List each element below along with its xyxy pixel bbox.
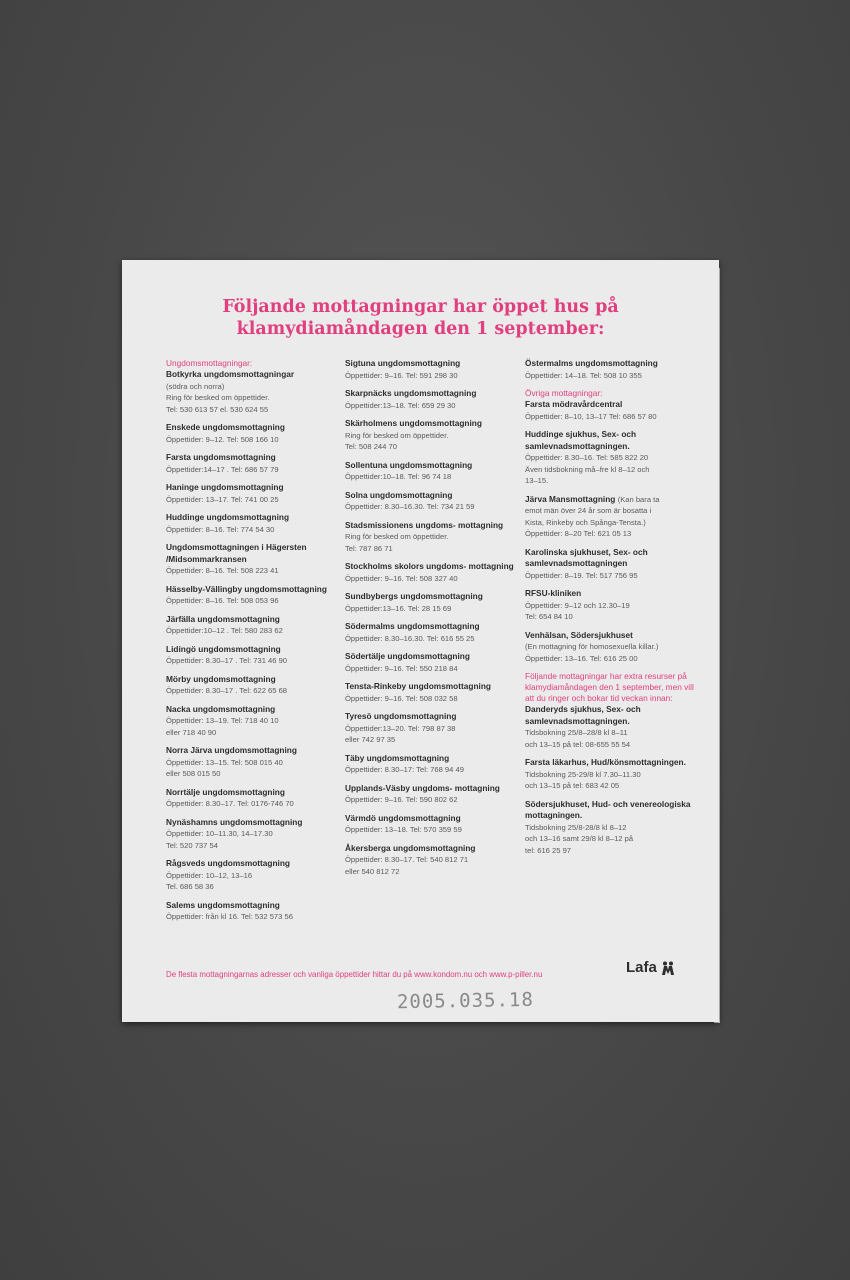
clinic-detail-line: Öppettider:13–16. Tel: 28 15 69: [345, 603, 452, 613]
clinic-entry: [345, 711, 517, 746]
clinic-entry: [525, 358, 695, 381]
clinic-entry: [166, 644, 338, 667]
clinic-entry: [525, 630, 695, 665]
clinic-name: [345, 621, 517, 633]
logo-text: Lafa: [626, 959, 657, 976]
clinic-name: [345, 591, 517, 603]
clinic-detail-line: Öppettider:10–18. Tel: 96 74 18: [345, 472, 452, 481]
clinic-name-text: Täby ungdomsmottagning: [345, 752, 450, 763]
clinic-detail-line: Öppettider: 8.30–16.30. Tel: 616 55 25: [345, 633, 475, 643]
brochure-title: [122, 296, 719, 340]
clinic-detail-line: Ring för besked om öppettider.: [345, 532, 449, 541]
clinic-name: [525, 358, 695, 370]
clinic-name-text: Norra Järva ungdomsmottagning: [166, 745, 297, 755]
clinic-name-text: Sollentuna ungdomsmottagning: [345, 459, 473, 470]
clinic-detail-line: Öppettider: från kl 16. Tel: 532 573 56: [166, 912, 293, 921]
clinic-detail-line: Öppettider: 8.30–17 . Tel: 731 46 90: [166, 656, 288, 665]
clinic-name: [345, 783, 517, 795]
clinic-name: [166, 704, 338, 716]
clinic-detail-line: Öppettider: 14–18. Tel: 508 10 355: [525, 370, 642, 380]
clinic-entry: [166, 482, 338, 505]
clinic-detail-line: emot män över 24 år som är bosatta i: [525, 506, 652, 515]
clinic-entry: [166, 614, 338, 637]
clinic-detail-line: Öppettider: 8–19. Tel: 517 756 95: [525, 570, 638, 580]
clinic-name: [525, 494, 695, 506]
clinic-detail-line: Tidsbokning 25/8–28/8 kl 8–11: [525, 728, 628, 737]
clinic-name: [166, 369, 338, 381]
clinic-detail-line: Öppettider: 13–17. Tel: 741 00 25: [166, 494, 279, 504]
lafa-logo: [626, 959, 676, 976]
clinic-name: [525, 429, 695, 452]
clinic-name-text: Karolinska sjukhuset, Sex- och samlevnadsmottagningen: [525, 546, 648, 568]
clinic-entry: [345, 520, 517, 555]
clinic-detail-line: Öppettider: 8.30–16.30. Tel: 734 21 59: [345, 502, 475, 511]
clinic-name-text: Tyresö ungdomsmottagning: [345, 711, 457, 721]
brochure-card: [122, 260, 719, 1022]
clinic-detail-line: Tel: 508 244 70: [345, 442, 397, 451]
clinic-name: [166, 900, 338, 912]
clinic-entry: [345, 681, 517, 704]
clinic-entry: [166, 787, 338, 810]
clinic-entry: [166, 858, 338, 893]
figures-icon: [660, 961, 676, 975]
clinic-entry: [345, 490, 517, 513]
clinic-name-text: Järfälla ungdomsmottagning: [166, 613, 280, 624]
clinic-entry: [525, 799, 695, 857]
clinic-name: [166, 817, 338, 829]
clinic-detail-line: Öppettider: 9–16. Tel: 508 032 58: [345, 693, 458, 703]
clinic-entry: [345, 843, 517, 878]
clinic-name: [166, 422, 338, 434]
clinic-detail-line: Öppettider: 10–12, 13–16: [166, 870, 253, 880]
clinic-detail-line: Öppettider: 9–16. Tel: 591 298 30: [345, 370, 458, 380]
clinic-detail-line: (södra och norra): [166, 381, 225, 391]
clinic-name: [166, 787, 338, 799]
clinic-entry: [166, 745, 338, 780]
clinic-name: [166, 512, 338, 524]
clinic-name-text: Åkersberga ungdomsmottagning: [345, 842, 476, 853]
section-heading: Ungdomsmottagningar:: [166, 358, 253, 368]
clinic-name: [345, 358, 517, 370]
clinic-name: [525, 704, 695, 727]
clinic-entry: [345, 783, 517, 806]
clinic-entry: [345, 358, 517, 381]
clinic-detail-line: Öppettider: 9–16. Tel: 590 802 62: [345, 795, 458, 804]
clinic-detail-line: Öppettider: 8–16. Tel: 508 053 96: [166, 596, 279, 605]
clinic-name-text: Östermalms ungdomsmottagning: [525, 358, 658, 368]
clinic-detail-line: eller 540 812 72: [345, 866, 400, 876]
clinic-name-text: Lidingö ungdomsmottagning: [166, 643, 281, 654]
clinic-entry: [166, 512, 338, 535]
clinic-name-text: Nynäshamns ungdomsmottagning: [166, 816, 303, 827]
clinic-detail-line: Tel. 686 58 36: [166, 882, 214, 891]
clinic-detail-line: Ring för besked om öppettider.: [345, 430, 449, 440]
clinic-detail-line: Ring för besked om öppettider.: [166, 393, 270, 402]
clinic-name: [345, 418, 517, 430]
clinic-name: [345, 711, 517, 723]
clinic-detail-line: och 13–15 på tel: 683 42 05: [525, 781, 620, 790]
clinic-entry: [345, 651, 517, 674]
clinic-detail-line: Öppettider: 9–16. Tel: 508 327 40: [345, 573, 458, 583]
clinic-name-text: Venhälsan, Södersjukhuset: [525, 629, 633, 640]
clinic-detail-line: Öppettider:10–12 . Tel: 580 283 62: [166, 626, 283, 635]
clinic-name-text: Stadsmissionens ungdoms- mottagning: [345, 519, 504, 530]
clinic-entry: [166, 358, 338, 415]
title-line-2: klamydiamåndagen den 1 september:: [236, 319, 605, 339]
clinic-detail-line: Tidsbokning 25/8-28/8 kl 8–12: [525, 822, 627, 832]
footer-text: De flesta mottagningarnas adresser och vanliga öppettider hittar du på www.kondom.nu och www.p-piller.nu: [166, 970, 543, 979]
clinic-name-text: Mörby ungdomsmottagning: [166, 673, 276, 684]
clinic-name-text: Haninge ungdomsmottagning: [166, 482, 284, 492]
clinic-name: [345, 561, 517, 573]
clinic-name: [345, 753, 517, 765]
section-heading: Följande mottagningar har extra resurser på klamydiamåndagen den 1 september, men vill att du ringer och bokar tid veckan innan:: [525, 671, 694, 703]
clinic-name-text: Farsta ungdomsmottagning: [166, 452, 276, 462]
column-1: [166, 358, 338, 930]
clinic-detail-line: Öppettider: 9–16. Tel: 550 218 84: [345, 663, 458, 673]
clinic-detail-line: 13–15.: [525, 476, 549, 485]
clinic-detail-line: Öppettider: 8.30–16. Tel: 585 822 20: [525, 453, 649, 462]
clinic-entry: [166, 674, 338, 697]
clinic-detail-line: Öppettider: 8–16. Tel: 508 223 41: [166, 566, 279, 575]
clinic-name-text: Huddinge ungdomsmottagning: [166, 512, 290, 522]
clinic-detail-line: Öppettider: 8.30–17. Tel: 0176-746 70: [166, 799, 294, 808]
clinic-name-text: Danderyds sjukhus, Sex- och samlevnadsmottagningen.: [525, 704, 641, 726]
clinic-note: (Kan bara ta: [617, 494, 660, 504]
clinic-entry: [345, 813, 517, 836]
clinic-detail-line: Öppettider: 8.30–17 . Tel: 622 65 68: [166, 686, 288, 695]
clinic-detail-line: eller 742 97 35: [345, 735, 396, 744]
clinic-name: [525, 588, 695, 600]
clinic-name-text: Värmdö ungdomsmottagning: [345, 812, 461, 823]
clinic-entry: [525, 757, 695, 792]
clinic-detail-line: Tel: 530 613 57 el. 530 624 55: [166, 404, 269, 414]
clinic-entry: [166, 900, 338, 923]
clinic-detail-line: Öppettider: 13–16. Tel: 616 25 00: [525, 653, 638, 663]
clinic-entry: [345, 388, 517, 411]
clinic-name: [166, 584, 338, 596]
clinic-detail-line: Öppettider: 8.30–17: Tel: 768 94 49: [345, 765, 464, 774]
clinic-name: [525, 547, 695, 570]
clinic-name: [525, 757, 695, 769]
clinic-name-text: Stockholms skolors ungdoms- mottagning: [345, 561, 514, 571]
clinic-name-text: Ungdomsmottagningen i Hägersten /Midsommarkransen: [166, 542, 307, 564]
clinic-detail-line: Tel: 520 737 54: [166, 840, 218, 850]
clinic-name: [345, 520, 517, 532]
clinic-name-text: Skarpnäcks ungdomsmottagning: [345, 388, 477, 398]
clinic-name: [166, 482, 338, 494]
clinic-detail-line: Öppettider:13–18. Tel: 659 29 30: [345, 400, 456, 410]
clinic-name-text: Botkyrka ungdomsmottagningar: [166, 369, 295, 379]
clinic-name: [345, 460, 517, 472]
clinic-name: [345, 843, 517, 855]
clinic-entry: [345, 753, 517, 776]
clinic-entry: [166, 817, 338, 852]
clinic-name: [166, 745, 338, 757]
clinic-name-text: Södertälje ungdomsmottagning: [345, 651, 470, 661]
clinic-name-text: Södersjukhuset, Hud- och venereologiska mottagningen.: [525, 798, 691, 820]
clinic-detail-line: och 13–15 på tel: 08-655 55 54: [525, 739, 631, 749]
clinic-name: [345, 388, 517, 400]
clinic-entry: [525, 429, 695, 487]
clinic-name: [166, 452, 338, 464]
clinic-name: [166, 542, 338, 565]
clinic-entry: [345, 591, 517, 614]
clinic-name-text: RFSU-kliniken: [525, 588, 582, 598]
title-line-1: Följande mottagningar har öppet hus på: [222, 297, 619, 317]
column-3: [525, 358, 695, 863]
clinic-entry: [345, 561, 517, 584]
clinic-entry: [345, 460, 517, 483]
clinic-detail-line: Öppettider: 8–16. Tel: 774 54 30: [166, 524, 275, 534]
clinic-detail-line: Öppettider: 9–12. Tel: 508 166 10: [166, 434, 279, 444]
clinic-detail-line: Öppettider: 8–10, 13–17 Tel: 686 57 80: [525, 411, 657, 421]
clinic-name: [166, 674, 338, 686]
clinic-name: [525, 630, 695, 642]
clinic-name-text: Rågsveds ungdomsmottagning: [166, 858, 290, 868]
clinic-name: [525, 399, 695, 411]
clinic-name-text: Tensta-Rinkeby ungdomsmottagning: [345, 681, 491, 691]
clinic-name: [345, 681, 517, 693]
clinic-name-text: Norrtälje ungdomsmottagning: [166, 786, 285, 797]
clinic-detail-line: Tel: 787 86 71: [345, 543, 393, 553]
clinic-detail-line: (En mottagning för homosexuella killar.): [525, 642, 659, 651]
clinic-detail-line: Öppettider: 8–20 Tel: 621 05 13: [525, 529, 632, 538]
clinic-name-text: Järva Mansmottagning: [525, 493, 616, 504]
clinic-name-text: Farsta läkarhus, Hud/könsmottagningen.: [525, 757, 686, 767]
clinic-entry: [166, 422, 338, 445]
clinic-detail-line: Öppettider: 8.30–17. Tel: 540 812 71: [345, 855, 469, 864]
clinic-entry: [345, 621, 517, 644]
clinic-entry: [166, 542, 338, 577]
clinic-entry: [525, 494, 695, 540]
clinic-detail-line: Kista, Rinkeby och Spånga-Tensta.): [525, 517, 646, 527]
clinic-detail-line: Öppettider: 13–19. Tel: 718 40 10: [166, 716, 279, 725]
clinic-name-text: Skärholmens ungdomsmottagning: [345, 418, 482, 428]
clinic-detail-line: och 13–16 samt 29/8 kl 8–12 på: [525, 834, 634, 843]
clinic-name: [345, 813, 517, 825]
clinic-entry: [166, 584, 338, 607]
clinic-detail-line: Tidsbokning 25-29/8 kl 7.30–11.30: [525, 769, 641, 779]
clinic-detail-line: eller 508 015 50: [166, 769, 221, 778]
clinic-name-text: Huddinge sjukhus, Sex- och samlevnadsmottagningen.: [525, 429, 637, 451]
clinic-detail-line: eller 718 40 90: [166, 727, 217, 737]
column-2: [345, 358, 517, 884]
clinic-name: [166, 614, 338, 626]
clinic-detail-line: Öppettider: 13–15. Tel: 508 015 40: [166, 757, 283, 767]
clinic-name-text: Enskede ungdomsmottagning: [166, 422, 285, 432]
clinic-detail-line: Öppettider: 9–12 och 12.30–19: [525, 600, 630, 610]
clinic-name-text: Solna ungdomsmottagning: [345, 489, 453, 500]
clinic-name-text: Nacka ungdomsmottagning: [166, 703, 276, 714]
clinic-name: [345, 651, 517, 663]
clinic-name-text: Södermalms ungdomsmottagning: [345, 621, 480, 631]
clinic-entry: [525, 547, 695, 582]
handwritten-catalog-number: 2005.035.18: [396, 988, 535, 1014]
clinic-name-text: Salems ungdomsmottagning: [166, 899, 280, 910]
clinic-entry: [166, 704, 338, 739]
clinic-name: [166, 858, 338, 870]
clinic-detail-line: Öppettider: 13–18. Tel: 570 359 59: [345, 825, 462, 834]
clinic-entry: [525, 388, 695, 422]
clinic-entry: [525, 588, 695, 623]
clinic-detail-line: Öppettider: 10–11.30, 14–17.30: [166, 829, 273, 838]
clinic-name: [345, 490, 517, 502]
clinic-name: [166, 644, 338, 656]
clinic-entry: [166, 452, 338, 475]
clinic-entry: [525, 671, 695, 750]
clinic-name-text: Upplands-Väsby ungdoms- mottagning: [345, 782, 500, 793]
clinic-name-text: Farsta mödravårdcentral: [525, 399, 623, 409]
clinic-name: [525, 799, 695, 822]
clinic-detail-line: Tel: 654 84 10: [525, 612, 573, 621]
section-heading: Övriga mottagningar:: [525, 388, 603, 398]
clinic-detail-line: Även tidsbokning må–fre kl 8–12 och: [525, 464, 650, 474]
clinic-name-text: Sigtuna ungdomsmottagning: [345, 358, 461, 368]
clinic-detail-line: Öppettider:13–20. Tel: 798 87 38: [345, 723, 456, 733]
clinic-detail-line: tel: 616 25 97: [525, 845, 572, 855]
clinic-detail-line: Öppettider:14–17 . Tel: 686 57 79: [166, 464, 279, 474]
clinic-name-text: Sundbybergs ungdomsmottagning: [345, 591, 483, 601]
clinic-entry: [345, 418, 517, 453]
clinic-name-text: Hässelby-Vällingby ungdomsmottagning: [166, 583, 327, 594]
